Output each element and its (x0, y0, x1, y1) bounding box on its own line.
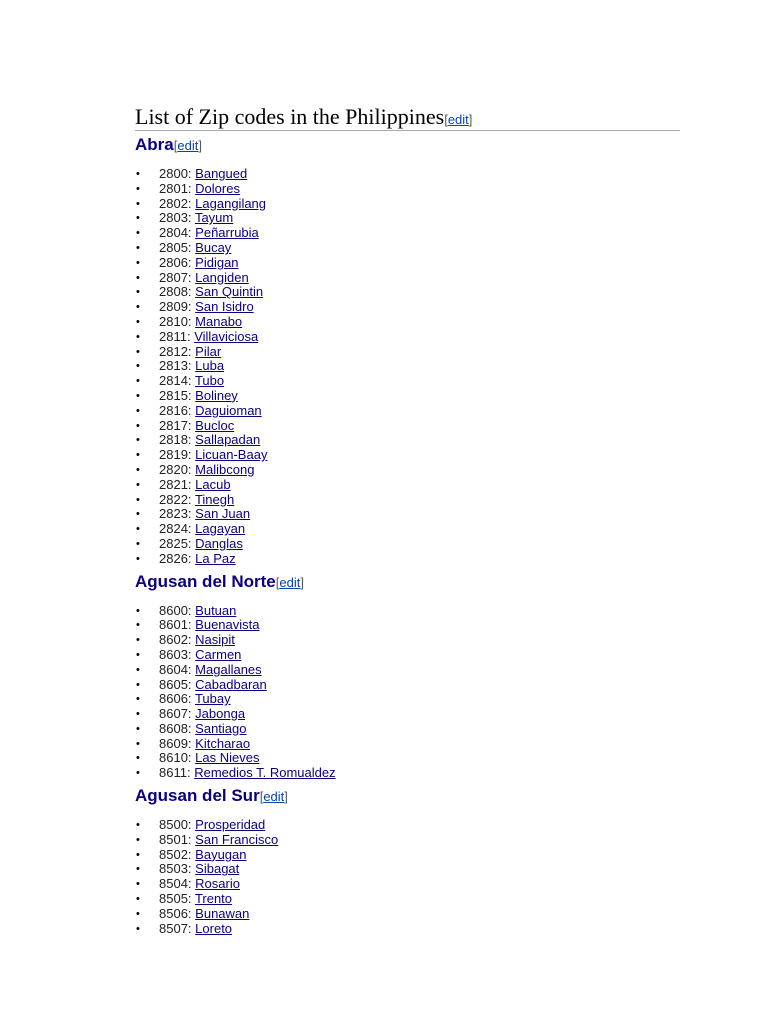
zip-code: 8602: (159, 632, 192, 648)
list-item (135, 862, 680, 877)
place-link[interactable]: La Paz (195, 550, 236, 566)
bullet-icon: • (136, 848, 140, 861)
page-heading (135, 104, 680, 131)
place-link[interactable]: Licuan-Baay (195, 447, 268, 463)
place-link[interactable]: Pidigan (195, 254, 239, 270)
place-link[interactable]: Cabadbaran (195, 676, 267, 692)
bullet-icon: • (136, 833, 140, 846)
list-item (135, 552, 680, 567)
list-item (135, 389, 680, 404)
list-item (135, 404, 680, 419)
place-link[interactable]: Santiago (195, 720, 247, 736)
list-item (135, 692, 680, 707)
bullet-icon: • (136, 389, 140, 402)
zip-code-list (135, 167, 680, 567)
zip-code: 2802: (159, 195, 192, 211)
list-item (135, 182, 680, 197)
zip-code: 2826: (159, 550, 192, 566)
place-link[interactable]: Bangued (195, 166, 248, 181)
place-link[interactable]: Villaviciosa (194, 328, 259, 344)
list-item (135, 848, 680, 863)
list-item (135, 226, 680, 241)
bullet-icon: • (136, 708, 140, 721)
list-item (135, 633, 680, 648)
zip-code: 2807: (159, 269, 192, 285)
list-item (135, 648, 680, 663)
place-link[interactable]: Magallanes (195, 661, 262, 677)
zip-code: 8608: (159, 720, 192, 736)
list-item (135, 315, 680, 330)
zip-code-list (135, 604, 680, 782)
bullet-icon: • (136, 863, 140, 876)
place-link[interactable]: Loreto (195, 920, 233, 936)
place-link[interactable]: San Isidro (195, 299, 254, 315)
list-item (135, 197, 680, 212)
place-link[interactable]: Tinegh (194, 491, 235, 507)
bullet-icon: • (136, 463, 140, 476)
zip-code: 8504: (159, 876, 192, 892)
zip-code: 8601: (159, 617, 192, 633)
bullet-icon: • (136, 212, 140, 225)
bullet-icon: • (136, 678, 140, 691)
section-title: Abra (135, 135, 174, 154)
zip-code: 2810: (159, 313, 192, 329)
zip-code: 2811: (159, 328, 191, 344)
zip-code: 2818: (159, 432, 192, 448)
place-link[interactable]: Butuan (195, 602, 237, 618)
list-item (135, 618, 680, 633)
place-link[interactable]: Rosario (195, 876, 240, 892)
place-link[interactable]: Tubay (194, 691, 231, 707)
list-item (135, 448, 680, 463)
place-link[interactable]: Luba (195, 358, 225, 374)
zip-code: 2816: (159, 402, 192, 418)
zip-code: 2822: (159, 491, 192, 507)
zip-code: 8607: (159, 706, 192, 722)
list-item (135, 751, 680, 766)
edit-link[interactable]: edit (177, 138, 199, 153)
bullet-icon: • (136, 619, 140, 632)
zip-code: 2819: (159, 447, 192, 463)
place-link[interactable]: Manabo (195, 313, 243, 329)
edit-section-link: [edit] (259, 789, 288, 805)
bullet-icon: • (136, 722, 140, 735)
bullet-icon: • (136, 508, 140, 521)
bullet-icon: • (136, 168, 140, 180)
bullet-icon: • (136, 537, 140, 550)
list-item (135, 892, 680, 907)
page-title: List of Zip codes in the Philippines (135, 104, 445, 129)
bullet-icon: • (136, 286, 140, 299)
list-item (135, 463, 680, 478)
bullet-icon: • (136, 360, 140, 373)
bullet-icon: • (136, 434, 140, 447)
zip-code: 8606: (159, 691, 192, 707)
bullet-icon: • (136, 419, 140, 432)
zip-code: 8603: (159, 646, 192, 662)
bullet-icon: • (136, 663, 140, 676)
list-item (135, 507, 680, 522)
edit-link[interactable]: edit (279, 574, 301, 590)
bullet-icon: • (136, 271, 140, 284)
zip-code: 2815: (159, 387, 192, 403)
zip-code: 2824: (159, 521, 192, 537)
bullet-icon: • (136, 648, 140, 661)
bullet-icon: • (136, 315, 140, 328)
zip-code: 8506: (159, 905, 192, 921)
bullet-icon: • (136, 449, 140, 462)
list-item (135, 271, 680, 286)
list-item (135, 330, 680, 345)
place-link[interactable]: San Quintin (195, 284, 264, 300)
zip-code: 2817: (159, 417, 192, 433)
place-link[interactable]: Danglas (195, 535, 243, 551)
list-item (135, 537, 680, 552)
section-heading (135, 132, 680, 158)
bullet-icon: • (136, 752, 140, 765)
zip-code: 8502: (159, 846, 192, 862)
list-item (135, 707, 680, 722)
place-link[interactable]: Bucay (195, 239, 232, 255)
bullet-icon: • (136, 819, 140, 832)
bullet-icon: • (136, 552, 140, 565)
section-heading (135, 783, 680, 809)
zip-code: 2803: (159, 210, 192, 226)
list-item (135, 374, 680, 389)
list-item (135, 493, 680, 508)
bullet-icon: • (136, 197, 140, 210)
list-item (135, 478, 680, 493)
place-link[interactable]: Pilar (195, 343, 222, 359)
bullet-icon: • (136, 182, 140, 195)
zip-code: 8501: (159, 831, 192, 847)
zip-code: 8507: (159, 920, 192, 936)
place-link[interactable]: Remedios T. Romualdez (194, 765, 336, 781)
place-link[interactable]: Lacub (195, 476, 231, 492)
list-item (135, 345, 680, 360)
section-title: Agusan del Sur (135, 786, 260, 806)
zip-code: 8500: (159, 817, 192, 833)
place-link[interactable]: Lagangilang (195, 195, 267, 211)
bullet-icon: • (136, 767, 140, 780)
list-item (135, 604, 680, 619)
edit-section-link: [edit] (173, 138, 202, 153)
edit-link[interactable]: edit (447, 112, 469, 127)
zip-code: 2805: (159, 239, 192, 255)
zip-code: 2800: (159, 166, 192, 181)
bullet-icon: • (136, 907, 140, 920)
place-link[interactable]: Carmen (195, 646, 242, 662)
list-item (135, 722, 680, 737)
list-item (135, 922, 680, 937)
place-link[interactable]: Prosperidad (195, 817, 266, 833)
document-page (135, 104, 680, 938)
zip-code: 2812: (159, 343, 192, 359)
place-link[interactable]: Dolores (195, 180, 240, 196)
place-link[interactable]: Buenavista (195, 617, 260, 633)
zip-code: 2809: (159, 299, 192, 315)
list-item (135, 766, 680, 781)
section-heading (135, 569, 680, 595)
list-item (135, 256, 680, 271)
zip-code: 8505: (159, 891, 192, 907)
sections-container (135, 132, 680, 938)
bullet-icon: • (136, 878, 140, 891)
list-item (135, 833, 680, 848)
list-item (135, 877, 680, 892)
zip-code-list (135, 818, 680, 936)
zip-code: 2814: (159, 373, 192, 389)
zip-code: 2808: (159, 284, 192, 300)
list-item (135, 211, 680, 226)
edit-section-link: [edit] (275, 574, 304, 590)
place-link[interactable]: San Francisco (195, 831, 279, 847)
place-link[interactable]: Sibagat (195, 861, 240, 877)
place-link[interactable]: San Juan (195, 506, 251, 522)
place-link[interactable]: Lagayan (195, 521, 246, 537)
zip-code: 2821: (159, 476, 192, 492)
bullet-icon: • (136, 301, 140, 314)
section-title: Agusan del Norte (135, 571, 276, 591)
bullet-icon: • (136, 737, 140, 750)
bullet-icon: • (136, 227, 140, 240)
zip-code: 8611: (159, 765, 191, 781)
place-link[interactable]: Trento (194, 891, 233, 907)
bullet-icon: • (136, 693, 140, 706)
list-item (135, 359, 680, 374)
list-item (135, 241, 680, 256)
list-item (135, 285, 680, 300)
place-link[interactable]: Tubo (194, 373, 225, 389)
place-link[interactable]: Bucloc (195, 417, 235, 433)
place-link[interactable]: Kitcharao (195, 735, 251, 751)
edit-link[interactable]: edit (263, 789, 285, 805)
zip-code: 2820: (159, 461, 192, 477)
list-item (135, 818, 680, 833)
bullet-icon: • (136, 634, 140, 647)
bullet-icon: • (136, 478, 140, 491)
place-link[interactable]: Peñarrubia (195, 225, 259, 241)
list-item (135, 522, 680, 537)
bullet-icon: • (136, 256, 140, 269)
place-link[interactable]: Bayugan (195, 846, 247, 862)
bullet-icon: • (136, 493, 140, 506)
zip-code: 8600: (159, 602, 192, 618)
zip-code: 8503: (159, 861, 192, 877)
zip-code: 2801: (159, 180, 192, 196)
bullet-icon: • (136, 893, 140, 906)
bullet-icon: • (136, 922, 140, 935)
place-link[interactable]: Nasipit (195, 632, 235, 648)
bullet-icon: • (136, 330, 140, 343)
list-item (135, 167, 680, 182)
zip-code: 2806: (159, 254, 192, 270)
place-link[interactable]: Jabonga (195, 706, 246, 722)
place-link[interactable]: Bunawan (195, 905, 250, 921)
bullet-icon: • (136, 241, 140, 254)
zip-code: 2813: (159, 358, 192, 374)
place-link[interactable]: Las Nieves (195, 750, 260, 766)
bullet-icon: • (136, 375, 140, 388)
zip-code: 2804: (159, 225, 192, 241)
place-link[interactable]: Malibcong (195, 461, 255, 477)
bullet-icon: • (136, 604, 140, 617)
bullet-icon: • (136, 523, 140, 536)
place-link[interactable]: Daguioman (195, 402, 262, 418)
list-item (135, 419, 680, 434)
zip-code: 2823: (159, 506, 192, 522)
edit-section-link: [edit] (444, 112, 473, 127)
zip-code: 2825: (159, 535, 192, 551)
zip-code: 8610: (159, 750, 192, 766)
bullet-icon: • (136, 345, 140, 358)
list-item (135, 737, 680, 752)
place-link[interactable]: Sallapadan (195, 432, 261, 448)
zip-code: 8609: (159, 735, 192, 751)
place-link[interactable]: Tayum (194, 210, 234, 226)
place-link[interactable]: Boliney (195, 387, 238, 403)
zip-code: 8604: (159, 661, 192, 677)
list-item (135, 678, 680, 693)
bullet-icon: • (136, 404, 140, 417)
list-item (135, 663, 680, 678)
list-item (135, 907, 680, 922)
list-item (135, 433, 680, 448)
place-link[interactable]: Langiden (195, 269, 249, 285)
zip-code: 8605: (159, 676, 192, 692)
list-item (135, 300, 680, 315)
